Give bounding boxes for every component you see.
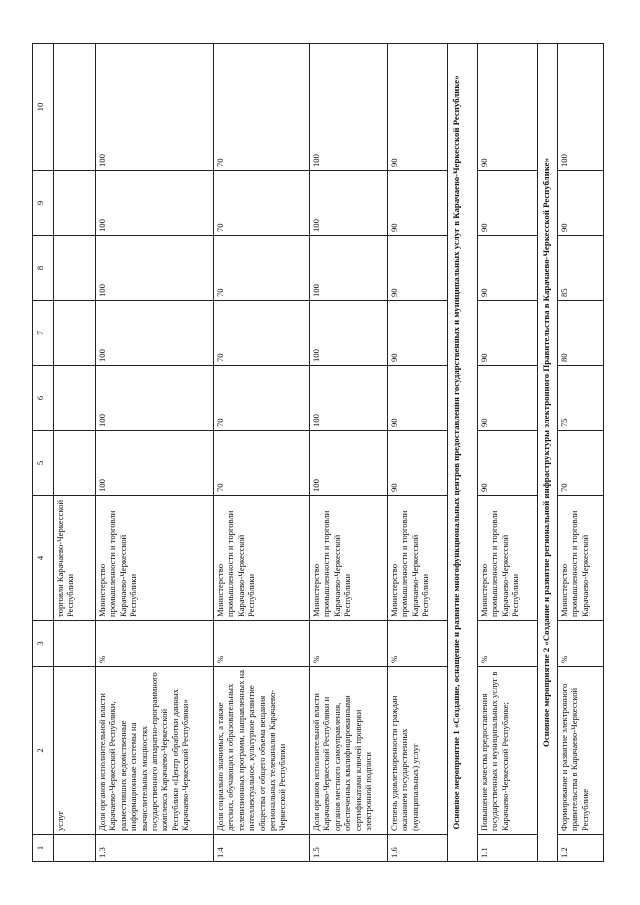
row-number: 1.1 (478, 835, 538, 862)
value-cell: 90 (388, 236, 448, 301)
value-cell: 80 (558, 301, 604, 366)
section-heading: Основное мероприятие 1 «Создание, оснащение и развитие многофункциональных центров предоставления государственных и муниципальных услуг в Карачаево-Черкесской Республике» (448, 44, 478, 862)
value-cell: 70 (214, 301, 310, 366)
header-cell: 3 (33, 621, 54, 667)
value-cell (54, 171, 96, 236)
indicator-name: Повышение качества предоставления государственных и муниципальных услуг в Карачаево-Черкесской Республике; (478, 667, 538, 835)
table-row (96, 44, 214, 862)
value-cell: 90 (478, 44, 538, 171)
value-cell: 90 (388, 366, 448, 431)
value-cell: 90 (558, 171, 604, 236)
value-cell: 70 (214, 431, 310, 496)
indicator-name: Доля органов исполнительной власти Карачаево-Черкесской Республики и органов местного самоуправления, обеспеченных квалифицированными сертификатами ключей проверки электронной подписи (310, 667, 388, 835)
value-cell: 90 (478, 171, 538, 236)
value-cell: 100 (96, 366, 214, 431)
unit (54, 621, 96, 667)
unit: % (96, 621, 214, 667)
header-cell: 5 (33, 431, 54, 496)
value-cell (54, 44, 96, 171)
row-number (54, 835, 96, 862)
executor: Министерство промышленности и торговли Карачаево-Черкесской (558, 496, 604, 621)
value-cell: 100 (310, 171, 388, 236)
value-cell: 85 (558, 236, 604, 301)
value-cell: 90 (388, 171, 448, 236)
rotated-table-wrapper (32, 44, 624, 862)
section-heading-row (448, 44, 478, 862)
value-cell: 100 (96, 431, 214, 496)
value-cell: 90 (478, 301, 538, 366)
unit: % (558, 621, 604, 667)
table-row (310, 44, 388, 862)
value-cell: 100 (310, 44, 388, 171)
unit: % (310, 621, 388, 667)
table-row (214, 44, 310, 862)
executor: Министерство промышленности и торговли Карачаево-Черкесской Республики (388, 496, 448, 621)
value-cell (54, 236, 96, 301)
value-cell (54, 431, 96, 496)
unit: % (214, 621, 310, 667)
section-heading: Основное мероприятие 2 «Создание и развитие региональной инфраструктуры электронного Правительства в Карачаево-Черкесской Республике» (538, 44, 558, 862)
row-number: 1.6 (388, 835, 448, 862)
indicators-table (32, 43, 604, 862)
row-number: 1.3 (96, 835, 214, 862)
executor: Министерство промышленности и торговли Карачаево-Черкесской Республики (96, 496, 214, 621)
section-heading-row (538, 44, 558, 862)
value-cell: 90 (478, 366, 538, 431)
value-cell: 70 (214, 171, 310, 236)
row-number: 1.5 (310, 835, 388, 862)
header-cell: 2 (33, 667, 54, 835)
table-row (558, 44, 604, 862)
value-cell: 100 (310, 236, 388, 301)
unit: % (478, 621, 538, 667)
executor: торговли Карачаево-Черкесской Республики (54, 496, 96, 621)
value-cell: 90 (388, 44, 448, 171)
header-cell: 4 (33, 496, 54, 621)
executor: Министерство промышленности и торговли Карачаево-Черкесской Республики (214, 496, 310, 621)
table-row (478, 44, 538, 862)
indicator-name: услуг (54, 667, 96, 835)
row-number: 1.2 (558, 835, 604, 862)
value-cell: 75 (558, 366, 604, 431)
value-cell: 100 (310, 431, 388, 496)
header-cell: 10 (33, 44, 54, 171)
value-cell: 90 (388, 431, 448, 496)
row-number: 1.4 (214, 835, 310, 862)
header-row (33, 44, 54, 862)
value-cell: 70 (214, 44, 310, 171)
header-cell: 9 (33, 171, 54, 236)
value-cell: 100 (96, 171, 214, 236)
indicator-name: Степень удовлетворенности граждан оказанием государственных (муниципальных) услуг (388, 667, 448, 835)
value-cell: 90 (478, 236, 538, 301)
value-cell (54, 366, 96, 431)
value-cell: 70 (214, 366, 310, 431)
value-cell: 100 (96, 44, 214, 171)
header-cell: 1 (33, 835, 54, 862)
value-cell: 90 (388, 301, 448, 366)
table-row (388, 44, 448, 862)
indicator-name: Формирование и развитие электронного правительства в Карачаево-Черкесской Республике (558, 667, 604, 835)
value-cell: 100 (96, 236, 214, 301)
value-cell: 100 (558, 44, 604, 171)
executor: Министерство промышленности и торговли Карачаево-Черкесской Республики (478, 496, 538, 621)
header-cell: 8 (33, 236, 54, 301)
value-cell (54, 301, 96, 366)
indicator-name: Доля социально значимых, а также детских, обучающих и образовательных телевизионных программ, направленных на интеллектуальное, культурное развитие общества от общего объема вещания региональных телеканалов Карачаево-Черкесской Республики (214, 667, 310, 835)
value-cell: 70 (558, 431, 604, 496)
table-row (54, 44, 96, 862)
value-cell: 90 (478, 431, 538, 496)
value-cell: 100 (310, 301, 388, 366)
value-cell: 100 (310, 366, 388, 431)
executor: Министерство промышленности и торговли Карачаево-Черкесской Республики (310, 496, 388, 621)
header-cell: 7 (33, 301, 54, 366)
value-cell: 70 (214, 236, 310, 301)
header-cell: 6 (33, 366, 54, 431)
indicator-name: Доля органов исполнительной власти Карачаево-Черкесской Республики, разместивших ведомственные информационные системы на вычислительных мощностях государственного аппаратно-программного комплекса Карачаево-Черкесской Республики «Центр обработки данных Карачаево-Черкесской Республики» (96, 667, 214, 835)
value-cell: 100 (96, 301, 214, 366)
unit: % (388, 621, 448, 667)
